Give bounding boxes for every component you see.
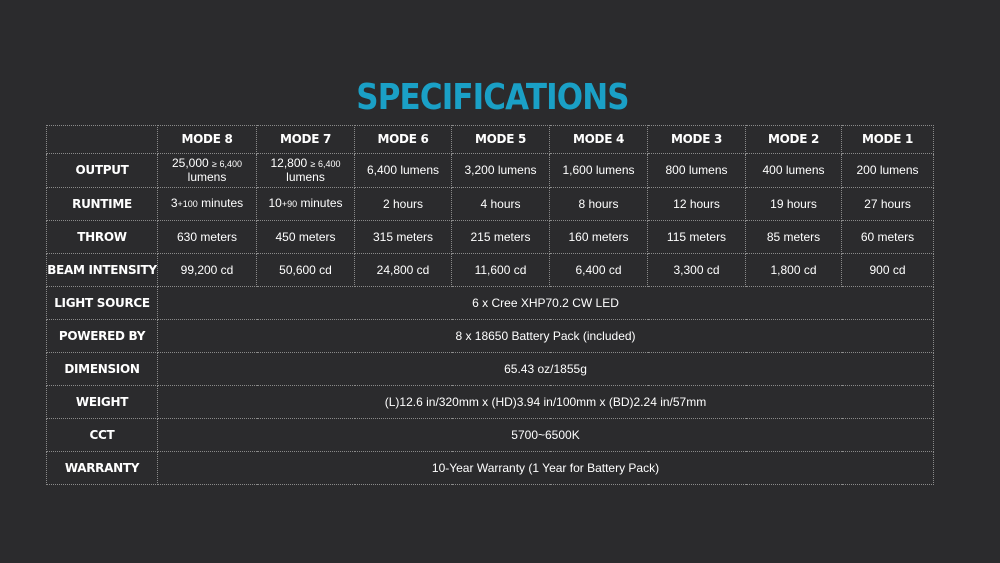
column-header-mode-5: MODE 5	[452, 126, 550, 154]
column-header-mode-2: MODE 2	[746, 126, 842, 154]
beam-cell-mode-5: 11,600 cd	[452, 254, 550, 287]
throw-cell-mode-6: 315 meters	[355, 221, 452, 254]
runtime-unit: minutes	[197, 196, 244, 210]
output-cell-mode-2: 400 lumens	[746, 154, 842, 188]
dimension-value: 65.43 oz/1855g	[158, 353, 934, 386]
throw-cell-mode-2: 85 meters	[746, 221, 842, 254]
runtime-note: +100	[177, 199, 198, 209]
beam-intensity-row	[47, 254, 934, 287]
cct-value: 5700~6500K	[158, 419, 934, 452]
beam-cell-mode-4: 6,400 cd	[550, 254, 648, 287]
beam-cell-mode-8: 99,200 cd	[158, 254, 257, 287]
weight-row	[47, 386, 934, 419]
row-label-runtime: RUNTIME	[47, 188, 158, 221]
output-cell-mode-8	[158, 154, 257, 188]
output-value: 12,800	[270, 156, 308, 170]
output-note: ≥ 6,400	[310, 159, 341, 169]
column-header-mode-3: MODE 3	[648, 126, 746, 154]
runtime-cell-mode-8	[158, 188, 257, 221]
throw-cell-mode-4: 160 meters	[550, 221, 648, 254]
warranty-row	[47, 452, 934, 485]
runtime-cell-mode-1: 27 hours	[842, 188, 934, 221]
beam-cell-mode-7: 50,600 cd	[257, 254, 355, 287]
output-note: ≥ 6,400	[212, 159, 242, 169]
row-label-light-source: LIGHT SOURCE	[47, 287, 158, 320]
output-unit: lumens	[187, 170, 227, 184]
output-cell-mode-5: 3,200 lumens	[452, 154, 550, 188]
throw-cell-mode-1: 60 meters	[842, 221, 934, 254]
column-header-mode-1: MODE 1	[842, 126, 934, 154]
runtime-unit: minutes	[297, 196, 343, 210]
dimension-row	[47, 353, 934, 386]
light-source-row	[47, 287, 934, 320]
runtime-cell-mode-5: 4 hours	[452, 188, 550, 221]
throw-row	[47, 221, 934, 254]
output-cell-mode-1: 200 lumens	[842, 154, 934, 188]
beam-cell-mode-3: 3,300 cd	[648, 254, 746, 287]
header-row	[47, 126, 934, 154]
beam-cell-mode-1: 900 cd	[842, 254, 934, 287]
runtime-cell-mode-7	[257, 188, 355, 221]
corner-cell	[47, 126, 158, 154]
weight-value: (L)12.6 in/320mm x (HD)3.94 in/100mm x (BD)2.24 in/57mm	[158, 386, 934, 419]
beam-cell-mode-2: 1,800 cd	[746, 254, 842, 287]
output-row	[47, 154, 934, 188]
warranty-value: 10-Year Warranty (1 Year for Battery Pack)	[158, 452, 934, 485]
runtime-value: 10	[268, 196, 282, 210]
row-label-cct: CCT	[47, 419, 158, 452]
runtime-cell-mode-2: 19 hours	[746, 188, 842, 221]
runtime-note: +90	[281, 199, 298, 209]
light-source-value: 6 x Cree XHP70.2 CW LED	[158, 287, 934, 320]
runtime-cell-mode-4: 8 hours	[550, 188, 648, 221]
column-header-mode-7: MODE 7	[257, 126, 355, 154]
column-header-mode-8: MODE 8	[158, 126, 257, 154]
runtime-value: 3	[170, 196, 178, 210]
output-value: 25,000	[171, 156, 209, 170]
runtime-row	[47, 188, 934, 221]
row-label-throw: THROW	[47, 221, 158, 254]
row-label-warranty: WARRANTY	[47, 452, 158, 485]
throw-cell-mode-3: 115 meters	[648, 221, 746, 254]
page-title: SPECIFICATIONS	[356, 77, 629, 118]
runtime-cell-mode-3: 12 hours	[648, 188, 746, 221]
row-label-dimension: DIMENSION	[47, 353, 158, 386]
runtime-cell-mode-6: 2 hours	[355, 188, 452, 221]
beam-cell-mode-6: 24,800 cd	[355, 254, 452, 287]
throw-cell-mode-8: 630 meters	[158, 221, 257, 254]
throw-cell-mode-5: 215 meters	[452, 221, 550, 254]
row-label-output: OUTPUT	[47, 154, 158, 188]
row-label-powered-by: POWERED BY	[47, 320, 158, 353]
row-label-weight: WEIGHT	[47, 386, 158, 419]
output-cell-mode-6: 6,400 lumens	[355, 154, 452, 188]
output-cell-mode-3: 800 lumens	[648, 154, 746, 188]
output-unit: lumens	[286, 170, 325, 184]
row-label-beam-intensity: BEAM INTENSITY	[47, 254, 158, 287]
specifications-table	[46, 125, 934, 485]
cct-row	[47, 419, 934, 452]
powered-by-value: 8 x 18650 Battery Pack (included)	[158, 320, 934, 353]
throw-cell-mode-7: 450 meters	[257, 221, 355, 254]
output-cell-mode-7	[257, 154, 355, 188]
column-header-mode-4: MODE 4	[550, 126, 648, 154]
output-cell-mode-4: 1,600 lumens	[550, 154, 648, 188]
column-header-mode-6: MODE 6	[355, 126, 452, 154]
powered-by-row	[47, 320, 934, 353]
